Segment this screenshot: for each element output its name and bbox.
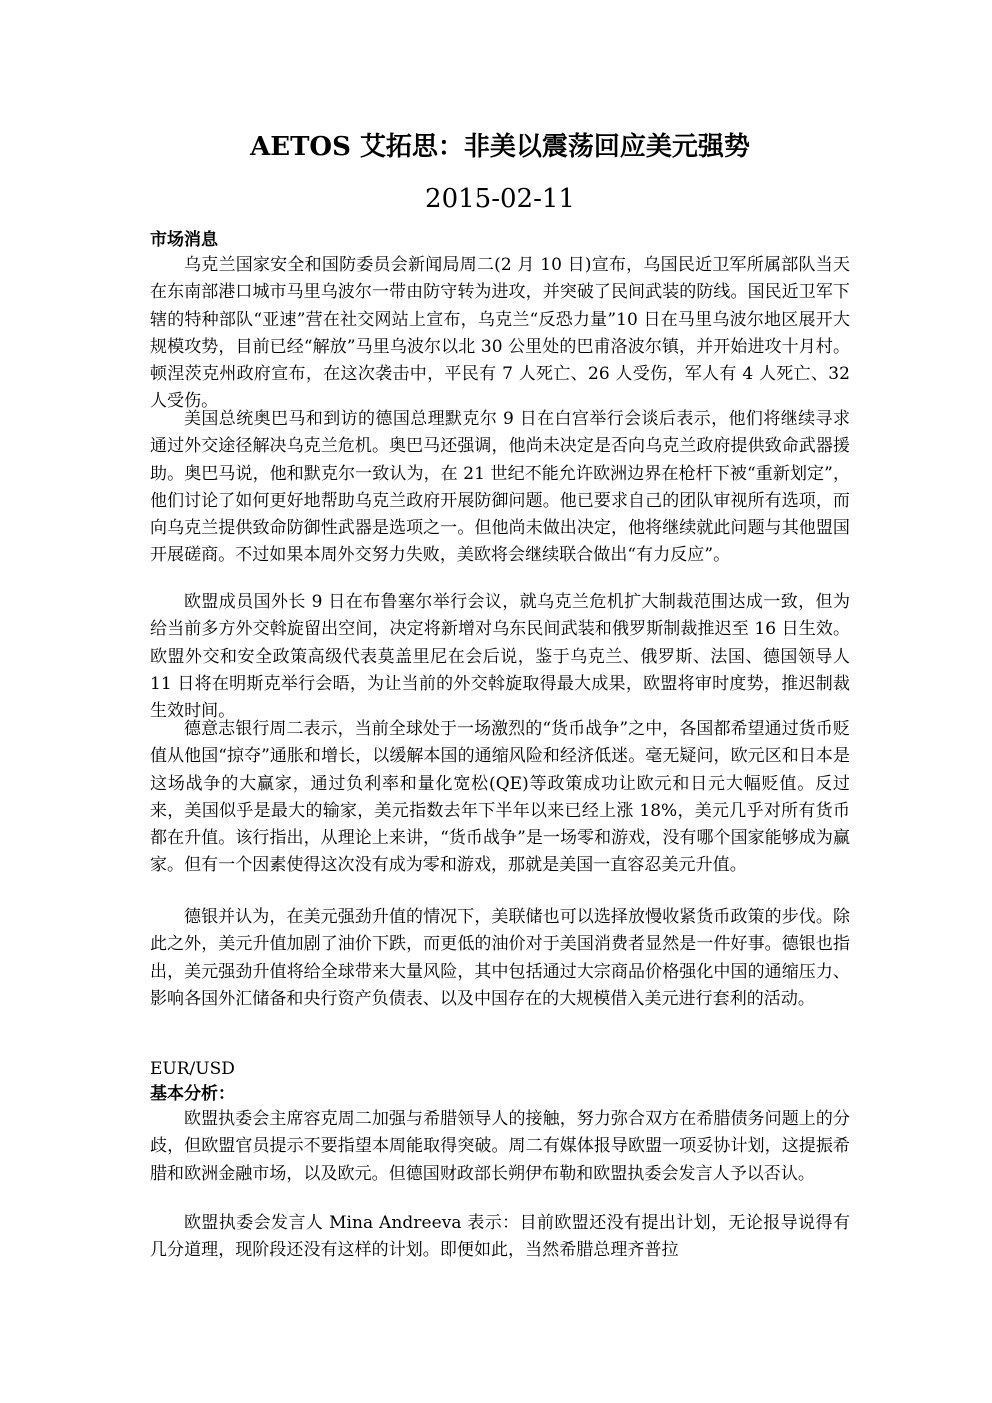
eurusd-paragraph-1: 欧盟执委会主席容克周二加强与希腊领导人的接触，努力弥合双方在希腊债务问题上的分歧，但欧盟官员提示不要指望本周能取得突破。周二有媒体报导欧盟一项妥协计划，这提振希腊和欧洲金融市场，以及欧元。但德国财政部长朔伊布勒和欧盟执委会发言人予以否认。 bbox=[150, 1109, 850, 1184]
section-heading-basic-analysis: 基本分析： bbox=[150, 1084, 235, 1104]
market-paragraph-4: 德意志银行周二表示，当前全球处于一场激烈的“货币战争”之中，各国都希望通过货币贬值从他国“掠夺”通胀和增长，以缓解本国的通缩风险和经济低迷。毫无疑问，欧元区和日本是这场战争的大赢家，通过负利率和量化宽松(QE)等政策成功让欧元和日元大幅贬值。反过来，美国似乎是最大的输家，美元指数去年下半年以来已经上涨 18%，美元几乎对所有货币都在升值。该行指出，从理论上来讲，“货币战争”是一场零和游戏，没有哪个国家能够成为赢家。但有一个因素使得这次没有成为零和游戏，那就是美国一直容忍美元升值。 bbox=[150, 719, 850, 876]
market-paragraph-3: 欧盟成员国外长 9 日在布鲁塞尔举行会议，就乌克兰危机扩大制裁范围达成一致，但为给当前多方外交斡旋留出空间，决定将新增对乌东民间武装和俄罗斯制裁推迟至 16 日生效。欧盟外交和安全政策高级代表莫盖里尼在会后说，鉴于乌克兰、俄罗斯、法国、德国领导人 11 日将在明斯克举行会晤，为让当前的外交斡旋取得最大成果，欧盟将审时度势，推迟制裁生效时间。 bbox=[150, 592, 850, 722]
market-paragraph-5: 德银并认为，在美元强劲升值的情况下，美联储也可以选择放慢收紧货币政策的步伐。除此之外，美元升值加剧了油价下跌，而更低的油价对于美国消费者显然是一件好事。德银也指出，美元强劲升值将给全球带来大量风险，其中包括通过大宗商品价格强化中国的通缩压力、影响各国外汇储备和央行资产负债表、以及中国存在的大规模借入美元进行套利的活动。 bbox=[150, 907, 850, 1009]
market-paragraph-1: 乌克兰国家安全和国防委员会新闻局周二(2 月 10 日)宣布，乌国民近卫军所属部队当天在东南部港口城市马里乌波尔一带由防守转为进攻，并突破了民间武装的防线。国民近卫军下辖的特种部队“亚速”营在社交网站上宣布，乌克兰“反恐力量”10 日在马里乌波尔地区展开大规模攻势，目前已经“解放”马里乌波尔以北 30 公里处的巴甫洛波尔镇，并开始进攻十月村。顿涅茨克州政府宣布，在这次袭击中，平民有 7 人死亡、26 人受伤，军人有 4 人死亡、32 人受伤。 bbox=[150, 255, 850, 412]
document-date: 2015-02-11 bbox=[425, 184, 575, 214]
currency-pair-label: EUR/USD bbox=[150, 1059, 235, 1079]
document-title: AETOS 艾拓思：非美以震荡回应美元强势 bbox=[250, 132, 750, 162]
market-paragraph-2: 美国总统奥巴马和到访的德国总理默克尔 9 日在白宫举行会谈后表示，他们将继续寻求通过外交途径解决乌克兰危机。奥巴马还强调，他尚未决定是否向乌克兰政府提供致命武器援助。奥巴马说，他和默克尔一致认为，在 21 世纪不能允许欧洲边界在枪杆下被“重新划定”，他们讨论了如何更好地帮助乌克兰政府开展防御问题。他已要求自己的团队审视所有选项，而向乌克兰提供致命防御性武器是选项之一。但他尚未做出决定，他将继续就此问题与其他盟国开展磋商。不过如果本周外交努力失败，美欧将会继续联合做出“有力反应”。 bbox=[150, 409, 850, 566]
section-heading-market: 市场消息 bbox=[150, 230, 218, 250]
eurusd-paragraph-2: 欧盟执委会发言人 Mina Andreeva 表示：目前欧盟还没有提出计划，无论报导说得有几分道理，现阶段还没有这样的计划。即便如此，当然希腊总理齐普拉 bbox=[150, 1213, 850, 1261]
